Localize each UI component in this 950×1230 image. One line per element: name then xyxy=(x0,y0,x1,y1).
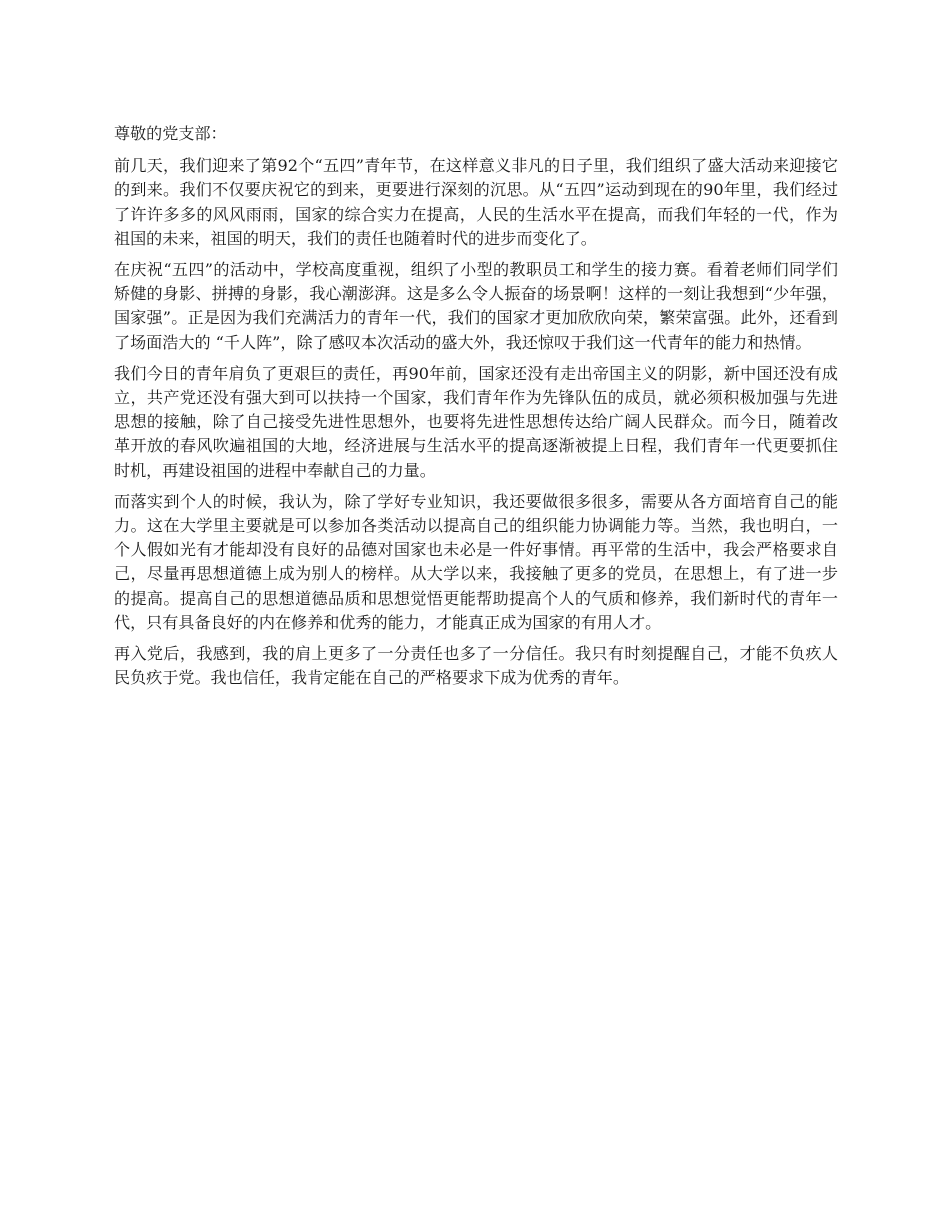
paragraph: 我们今日的青年肩负了更艰巨的责任，再90年前，国家还没有走出帝国主义的阴影，新中国还没有成立，共产党还没有强大到可以扶持一个国家，我们青年作为先锋队伍的成员，就必须积极加强与先进思想的接触，除了自己接受先进性思想外，也要将先进性思想传达给广阔人民群众。而今日，随着改革开放的春风吹遍祖国的大地，经济进展与生活水平的提高逐渐被提上日程，我们青年一代更要抓住时机，再建设祖国的进程中奉献自己的力量。 xyxy=(114,363,838,480)
paragraph: 在庆祝“五四”的活动中，学校高度重视，组织了小型的教职员工和学生的接力赛。看着老师们同学们矫健的身影、拼搏的身影，我心潮澎湃。这是多么令人振奋的场景啊！这样的一刻让我想到“少年强，国家强”。正是因为我们充满活力的青年一代，我们的国家才更加欣欣向荣，繁荣富强。此外，还看到了场面浩大的 “千人阵”，除了感叹本次活动的盛大外，我还惊叹于我们这一代青年的能力和热情。 xyxy=(114,260,838,352)
paragraph: 而落实到个人的时候，我认为，除了学好专业知识，我还要做很多很多，需要从各方面培育自己的能力。这在大学里主要就是可以参加各类活动以提高自己的组织能力协调能力等。当然，我也明白，一个人假如光有才能却没有良好的品德对国家也未必是一件好事情。再平常的生活中，我会严格要求自己，尽量再思想道德上成为别人的榜样。从大学以来，我接触了更多的党员，在思想上，有了进一步的提高。提高自己的思想道德品质和思想觉悟更能帮助提高个人的气质和修养，我们新时代的青年一代，只有具备良好的内在修养和优秀的能力，才能真正成为国家的有用人才。 xyxy=(114,491,838,632)
paragraph: 前几天，我们迎来了第92个“五四”青年节，在这样意义非凡的日子里，我们组织了盛大活动来迎接它的到来。我们不仅要庆祝它的到来，更要进行深刻的沉思。从“五四”运动到现在的90年里，我们经过了许许多多的风风雨雨，国家的综合实力在提高，人民的生活水平在提高，而我们年轻的一代，作为祖国的未来，祖国的明天，我们的责任也随着时代的进步而变化了。 xyxy=(114,156,838,248)
salutation: 尊敬的党支部： xyxy=(114,124,227,143)
paragraph: 再入党后，我感到，我的肩上更多了一分责任也多了一分信任。我只有时刻提醒自己，才能不负疚人民负疚于党。我也信任，我肯定能在自己的严格要求下成为优秀的青年。 xyxy=(114,644,838,688)
